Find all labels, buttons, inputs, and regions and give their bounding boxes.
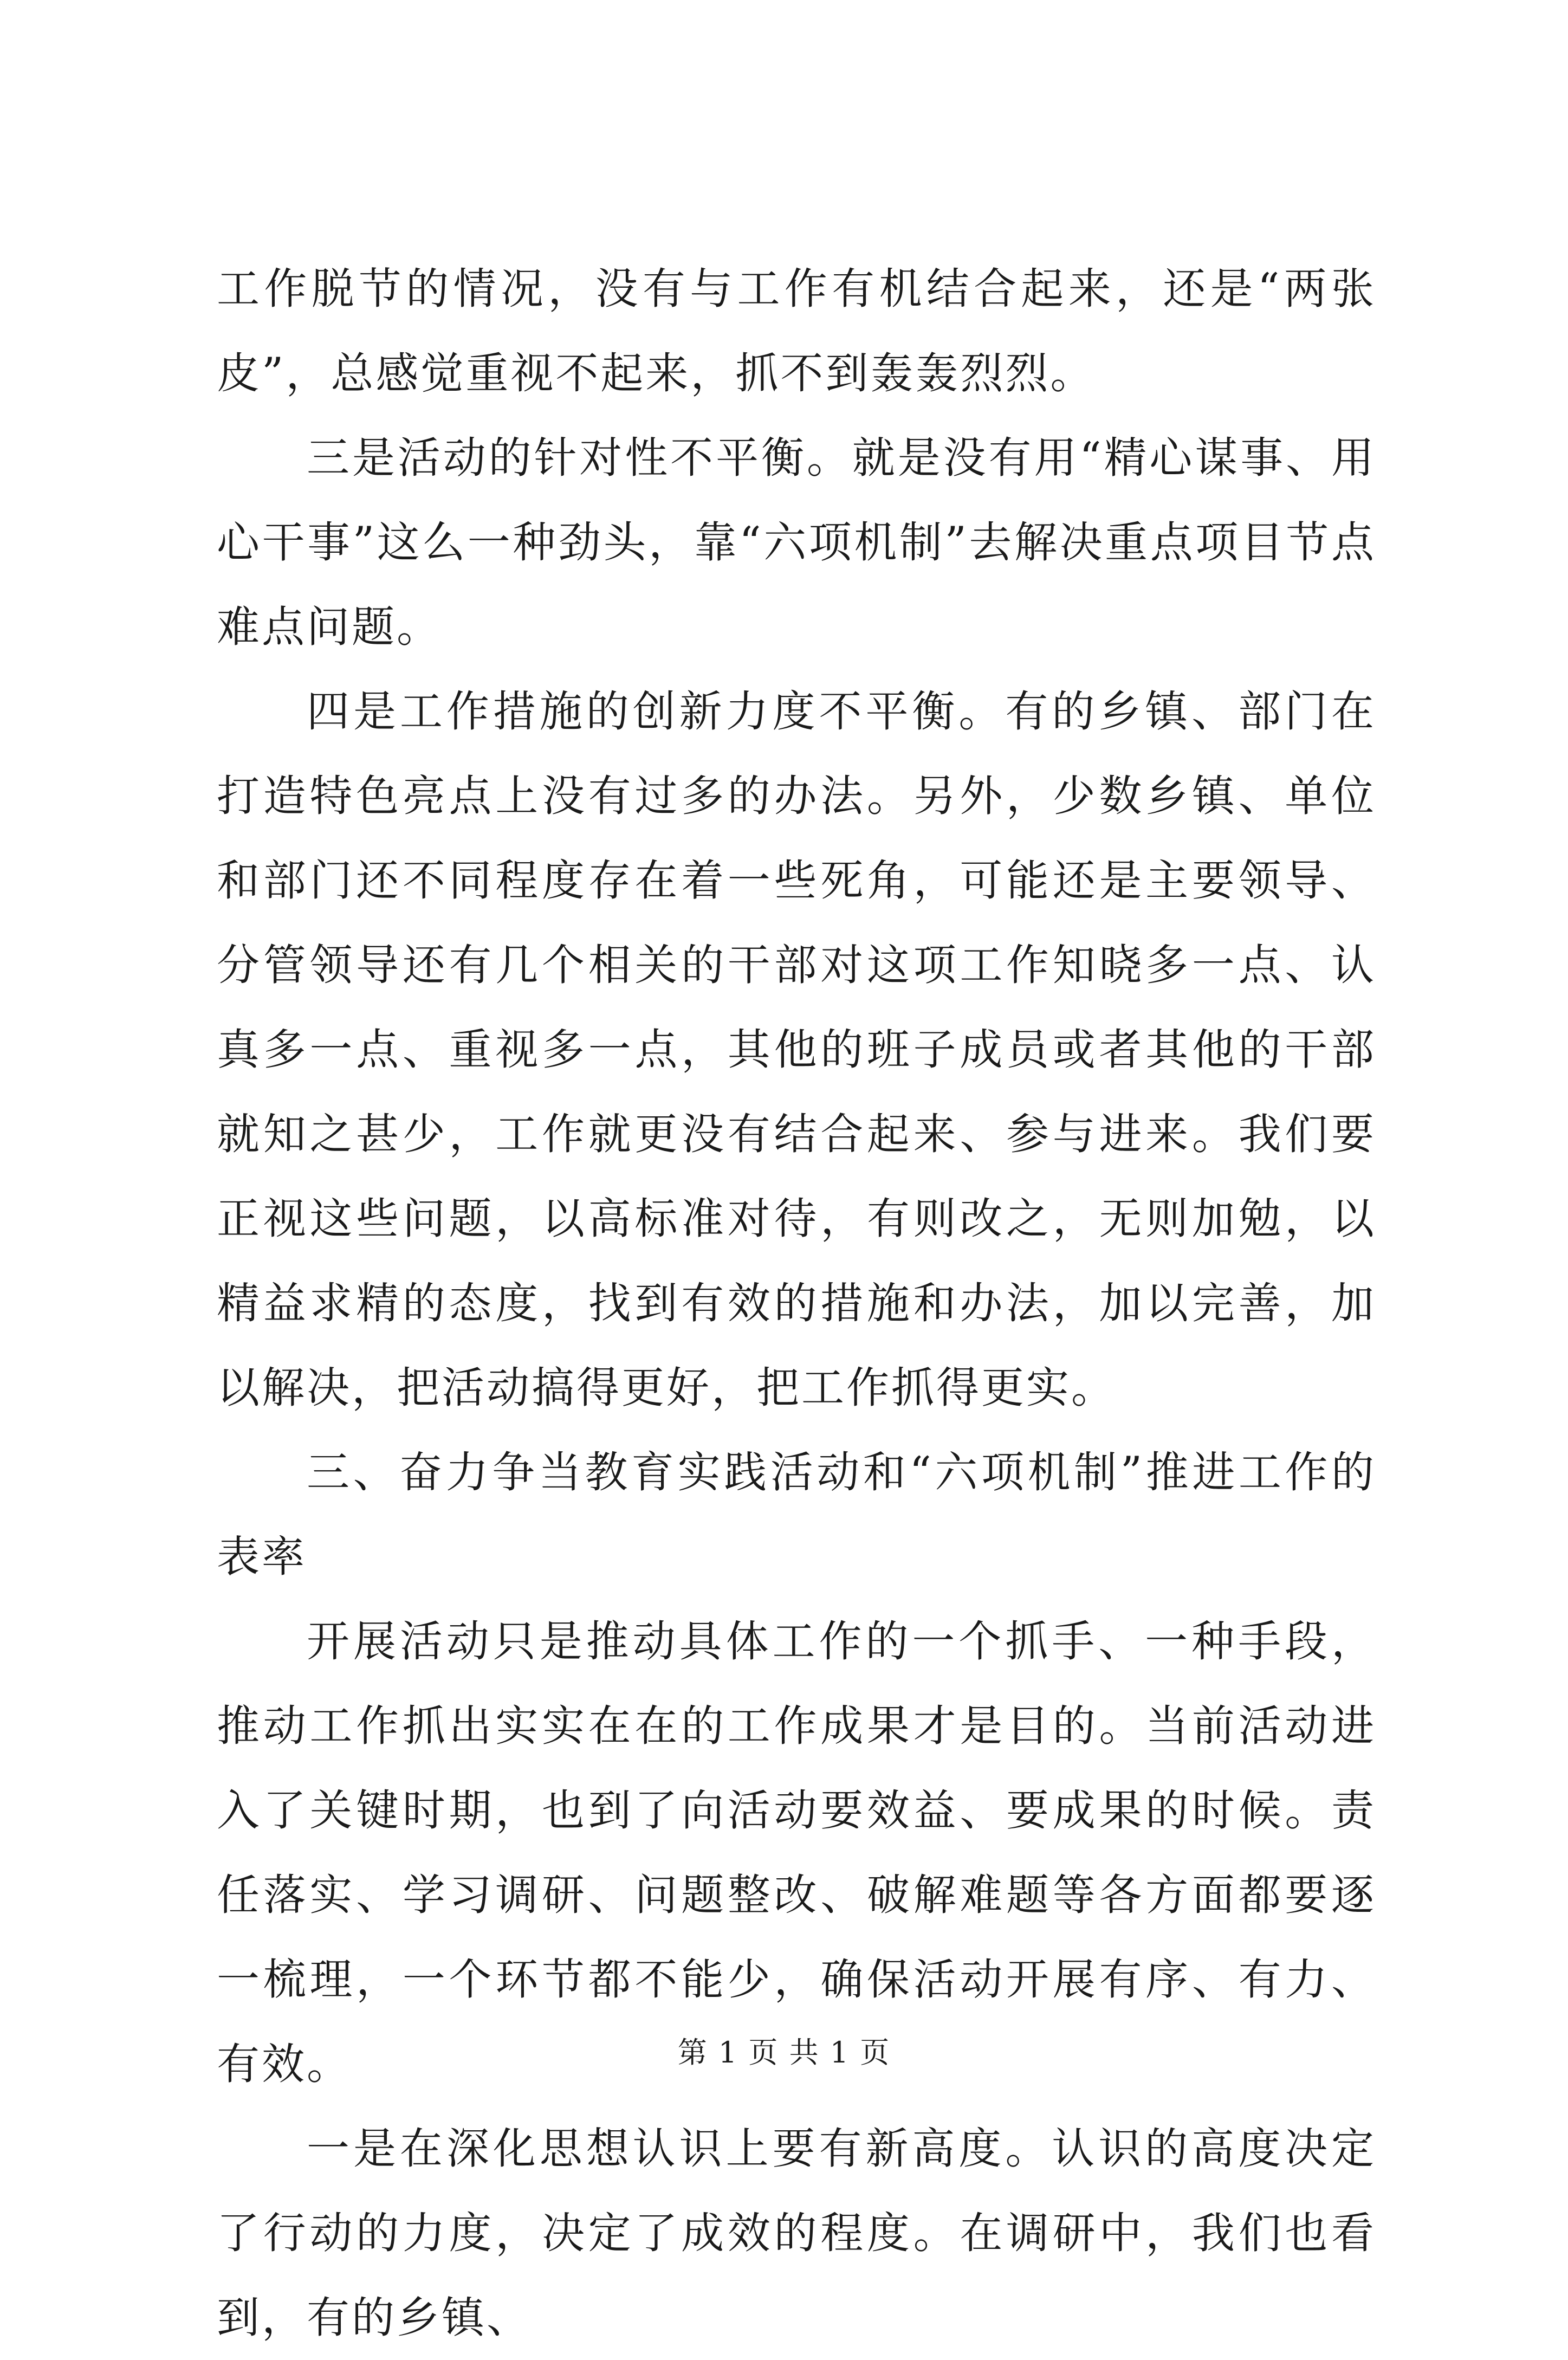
paragraph-5: 一是在深化思想认识上要有新高度。认识的高度决定了行动的力度，决定了成效的程度。在调研中，我们也看到，有的乡镇、 [217,2124,1376,2343]
paragraph-1: 工作脱节的情况，没有与工作有机结合起来，还是“两张皮”，总感觉重视不起来，抓不到轰轰烈烈。 [217,264,1376,398]
paragraph-2: 三是活动的针对性不平衡。就是没有用“精心谋事、用心干事”这么一种劲头，靠“六项机制”去解决重点项目节点难点问题。 [217,433,1376,652]
paragraph-3: 四是工作措施的创新力度不平衡。有的乡镇、部门在打造特色亮点上没有过多的办法。另外，少数乡镇、单位和部门还不同程度存在着一些死角，可能还是主要领导、分管领导还有几个相关的干部对这项工作知晓多一点、认真多一点、重视多一点，其他的班子成员或者其他的干部就知之甚少，工作就更没有结合起来、参与进来。我们要正视这些问题，以高标准对待，有则改之，无则加勉，以精益求精的态度，找到有效的措施和办法，加以完善，加以解决，把活动搞得更好，把工作抓得更实。 [217,687,1376,1413]
page-footer: 第 1 页 共 1 页 [677,2035,891,2070]
section-heading: 三、奋力争当教育实践活动和“六项机制”推进工作的表率 [217,1447,1376,1582]
paragraph-4: 开展活动只是推动具体工作的一个抓手、一种手段，推动工作抓出实实在在的工作成果才是目的。当前活动进入了关键时期，也到了向活动要效益、要成果的时候。责任落实、学习调研、问题整改、破解难题等各方面都要逐一梳理，一个环节都不能少，确保活动开展有序、有力、有效。 [217,1617,1376,2089]
